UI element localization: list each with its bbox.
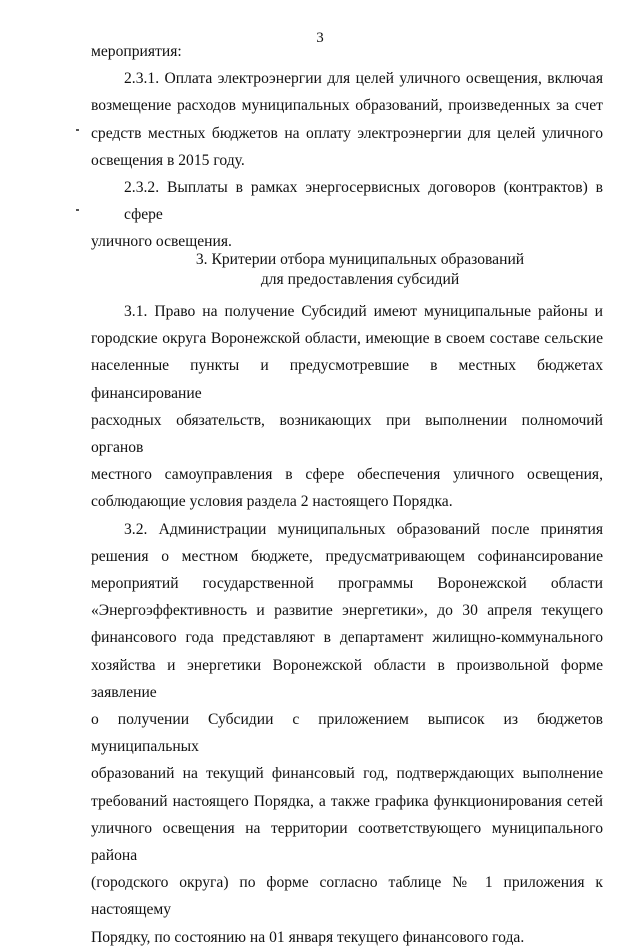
- scan-mark: [76, 209, 79, 211]
- text-line: хозяйства и энергетики Воронежской области в произвольной форме заявление: [91, 656, 603, 701]
- text-line: средств местных бюджетов на оплату электроэнергии для целей уличного: [91, 124, 603, 142]
- heading-line: для предоставления субсидий: [260, 271, 460, 288]
- text-line: 2.3.1. Оплата электроэнергии для целей уличного освещения, включая: [124, 70, 603, 88]
- section-3-heading: [0, 250, 640, 290]
- paragraph-continuation: мероприятия:: [91, 43, 182, 60]
- page-number: 3: [316, 30, 324, 46]
- heading-line: 3. Критерии отбора муниципальных образований: [195, 251, 525, 268]
- text-line: мероприятий государственной программы Воронежской области: [91, 575, 603, 593]
- paragraph-2-3-2: [91, 174, 603, 256]
- text-line: местного самоуправления в сфере обеспечения уличного освещения,: [91, 466, 603, 484]
- text-line: уличного освещения.: [91, 233, 232, 251]
- paragraph-3-2: [91, 516, 603, 951]
- text-line: уличного освещения на территории соответствующего муниципального района: [91, 819, 603, 865]
- text-line: населенные пункты и предусмотревшие в местных бюджетах финансирование: [91, 357, 603, 402]
- paragraph-3-1: [91, 298, 603, 516]
- paragraph-2-3-1: [91, 65, 603, 174]
- text-line: 3.2. Администрации муниципальных образований после принятия: [124, 520, 603, 538]
- text-line: финансового года представляют в департамент жилищно-коммунального: [91, 629, 603, 647]
- text-line: соблюдающие условия раздела 2 настоящего Порядка.: [91, 493, 453, 511]
- text-line: образований на текущий финансовый год, подтверждающих выполнение: [91, 765, 603, 783]
- text-line: о получении Субсидии с приложением выписок из бюджетов муниципальных: [91, 711, 603, 756]
- text-line: решения о местном бюджете, предусматривающем софинансирование: [91, 547, 603, 565]
- text-line: возмещение расходов муниципальных образований, произведенных за счет: [91, 97, 603, 115]
- scan-mark: [76, 129, 79, 131]
- text-line: освещения в 2015 году.: [91, 151, 245, 169]
- section-3-block: [91, 298, 603, 951]
- text-line: расходных обязательств, возникающих при выполнении полномочий органов: [91, 411, 603, 457]
- text-line: городские округа Воронежской области, имеющие в своем составе сельские: [91, 330, 603, 348]
- text-line: «Энергоэффективность и развитие энергетики», до 30 апреля текущего: [91, 602, 603, 620]
- section-2-block: [91, 38, 603, 256]
- text-line: (городского округа) по форме согласно таблице № 1 приложения к настоящему: [91, 874, 603, 919]
- text-line: требований настоящего Порядка, а также графика функционирования сетей: [91, 792, 603, 810]
- text-line: 3.1. Право на получение Субсидий имеют муниципальные районы и: [124, 303, 603, 320]
- text-line: Порядку, по состоянию на 01 января текущего финансового года.: [91, 928, 525, 946]
- text-line: 2.3.2. Выплаты в рамках энергосервисных договоров (контрактов) в сфере: [124, 179, 603, 224]
